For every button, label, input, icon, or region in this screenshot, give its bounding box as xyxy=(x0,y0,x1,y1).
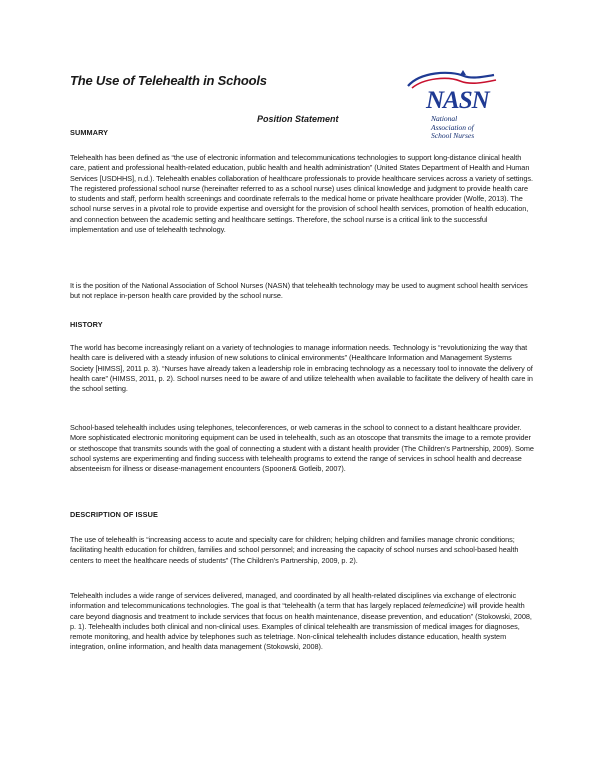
description-p1: The use of telehealth is “increasing access to acute and specialty care for children; helping children and families manage chronic conditions; facilitating health education for children, families and school personnel; and increasing the capacity of school nurses and school-based health centers to meet the healthcare needs of students” (The Children’s Partnership, 2009, p. 2). xyxy=(70,535,519,565)
document-title: The Use of Telehealth in Schools xyxy=(70,73,267,88)
summary-paragraph xyxy=(70,153,534,235)
description-p2 xyxy=(70,591,534,653)
summary-paragraph xyxy=(70,281,534,302)
description-p2-part-b: ) will provide health care beyond diagnosis and treatment to include services that focus on health maintenance, disease prevention, and education” (Stokowski, 2008, p. 1). Telehealth includes both clinical and non-clinical uses. Examples of clinical telehealth are transmission of medical images for diagnoses, remote monitoring, and health advice by telephones such as teletriage. Non-clinical telehealth includes distance education, health system integration, online information, and health data management (Stokowski, 2008). xyxy=(70,601,532,652)
logo-line: Association of xyxy=(431,122,474,132)
description-heading: DESCRIPTION OF ISSUE xyxy=(70,510,158,519)
summary-p1: Telehealth has been defined as “the use of electronic information and telecommunications technologies to support long-distance clinical health care, patient and professional health-related education, public health and health administration” (United States Department of Health and Human Services [USDHHS], n.d.). Telehealth enables collaboration of healthcare professionals to provide healthcare services across a variety of settings. The registered professional school nurse (hereinafter referred to as a school nurse) uses clinical knowledge and judgment to provide health care to students and staff, perform health screenings and coordinate referrals to the medical home or private healthcare provider (Wolfe, 2013). The school nurse serves in a pivotal role to provide expertise and oversight for the provision of school health services, promotion of health education, and connection between the academic setting and healthcare settings. Therefore, the school nurse is a critical link to the successful implementation and use of telehealth technology. xyxy=(70,153,534,235)
logo-org-name xyxy=(431,115,474,141)
logo-acronym: NASN xyxy=(426,87,489,114)
history-heading: HISTORY xyxy=(70,320,103,329)
summary-heading: SUMMARY xyxy=(70,128,109,137)
description-paragraph xyxy=(70,591,534,653)
logo-line: National xyxy=(431,114,458,123)
nasn-logo-mark xyxy=(402,68,502,116)
history-p1: The world has become increasingly reliant on a variety of technologies to manage information needs. Technology is “revolutionizing the way that health care is delivered with a steady infusion of new solutions to clinical environments” (Healthcare Information and Management Systems Society [HIMSS], 2011 p. 3). “Nurses have already taken a leadership role in embracing technology as a necessary tool to innovate the delivery of health care” (HIMSS, 2011, p. 2). School nurses need to be aware of and utilize telehealth when available to facilitate the delivery of health care in the school setting. xyxy=(70,343,533,394)
description-p2-part-a: Telehealth includes a wide range of services delivered, managed, and coordinated by all health-related disciplines via exchange of electronic information and telecommunications technologies. The goal is that “telehealth (a term that has largely replaced xyxy=(70,591,517,611)
history-p2: School-based telehealth includes using telephones, teleconferences, or web cameras in the school to connect to a distant healthcare provider. More sophisticated electronic monitoring equipment can be used in telehealth, such as an otoscope that transmits the image to a remote provider or stethoscope that transmits sounds with the goal of connecting a student with a distant health provider (The Children’s Partnership, 2009). Some school systems are experimenting and finding success with telehealth programs to extend the range of services in school health and decrease absenteeism for illness or disease-management encounters (Spooner& Gotleib, 2007). xyxy=(70,423,534,474)
description-paragraph xyxy=(70,535,534,566)
logo-line: School Nurses xyxy=(431,131,475,141)
history-paragraph xyxy=(70,343,534,394)
description-p2-emphasis: telemedicine xyxy=(422,601,464,611)
summary-p2: It is the position of the National Association of School Nurses (NASN) that telehealth technology may be used to augment school health services but not replace in-person health care provided by the school nurse. xyxy=(70,281,528,301)
history-paragraph xyxy=(70,423,534,474)
position-statement-label: Position Statement xyxy=(257,114,339,124)
